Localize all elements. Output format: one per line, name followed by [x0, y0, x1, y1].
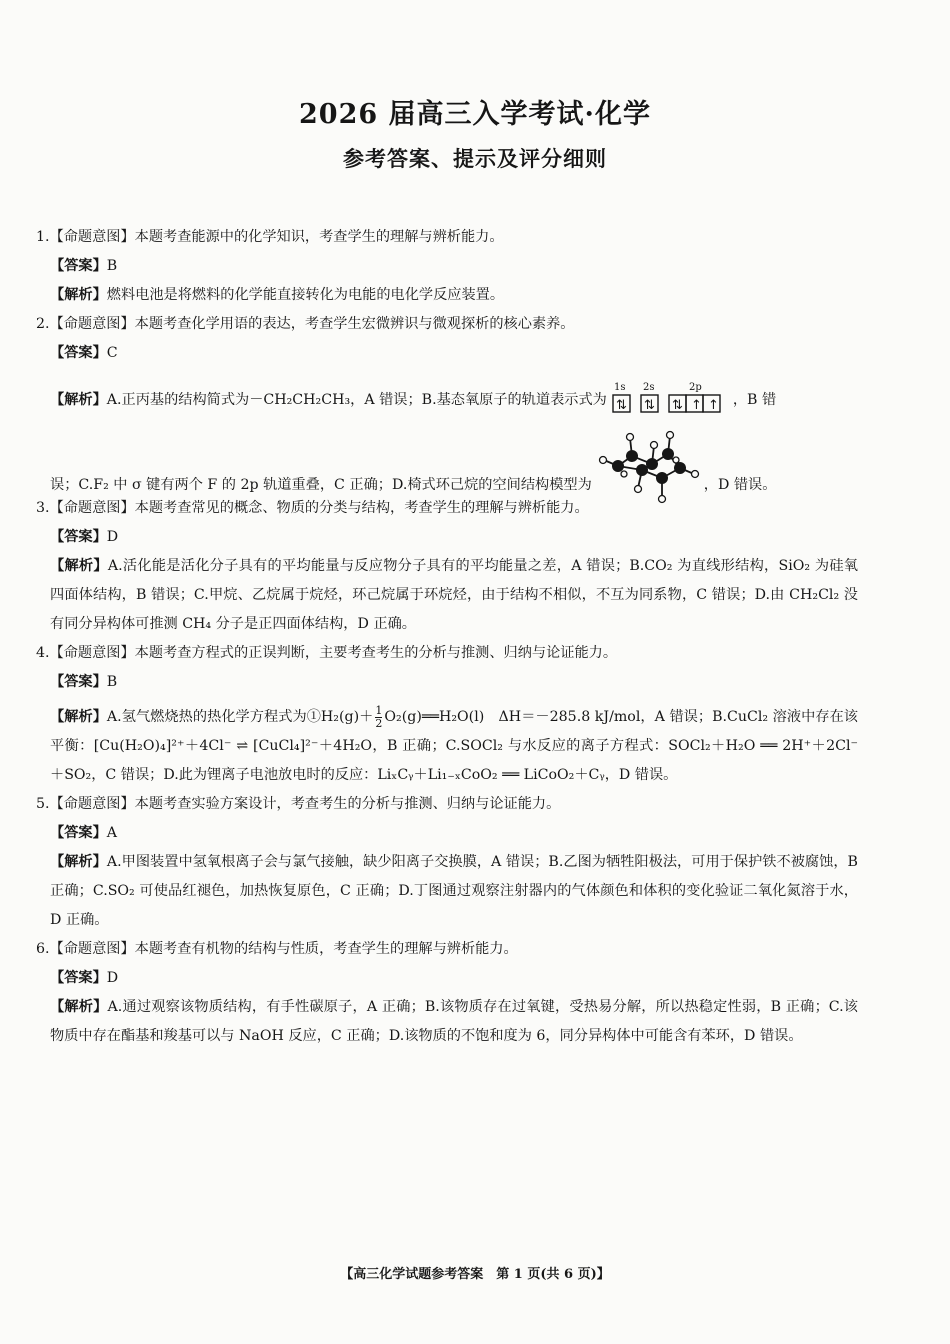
question-4-answer [50, 668, 858, 697]
explanation-text: A.通过观察该物质结构，有手性碳原子，A 正确；B.该物质存在过氧键，受热易分解，所以热稳定性弱，B 正确；C.该物质中存在酯基和羧基可以与 NaOH 反应，C 正确；D.该物质的不饱和度为 6，同分异构体中可能含有苯环，D 错误。 [50, 999, 858, 1044]
question-6-answer [50, 964, 858, 993]
question-2-explanation-cont [50, 464, 858, 506]
question-5-explanation [50, 848, 858, 935]
explanation-tag: 【解析】 [50, 854, 107, 870]
question-5-answer [50, 819, 858, 848]
answer-tag: 【答案】 [50, 970, 107, 986]
answer-value: D [106, 529, 119, 545]
question-1-explanation [50, 281, 858, 310]
answer-value: D [106, 970, 119, 986]
svg-text:⇅: ⇅ [671, 398, 683, 413]
question-1-answer [50, 252, 858, 281]
question-4-explanation [50, 703, 858, 790]
page-footer: 【高三化学试题参考答案 第 1 页(共 6 页)】 [340, 1267, 610, 1282]
question-5-intent: 5.【命题意图】本题考查实验方案设计，考查考生的分析与推测、归纳与论证能力。 [36, 796, 561, 812]
explanation-text-2: O₂(g)══H₂O(l) ΔH＝－285.8 kJ/mol，A 错误；B.CuCl₂ 溶液中存在该平衡：[Cu(H₂O)₄]²⁺＋4Cl⁻ ⇌ [CuCl₄]²⁻＋4H₂O，B 正确；C.SOCl₂ 与水反应的离子方程式：SOCl₂＋H₂O ══ 2H⁺＋2Cl⁻＋SO₂，C 错误；D.此为锂离子电池放电时的反应：LiₓCᵧ＋Li₁₋ₓCoO₂ ══ LiCoO₂＋Cᵧ，D 错误。 [50, 709, 858, 783]
question-6-intent: 6.【命题意图】本题考查有机物的结构与性质，考查学生的理解与辨析能力。 [36, 941, 518, 957]
svg-text:⇅: ⇅ [643, 398, 655, 413]
chair-cyclohexane-model-icon [596, 426, 700, 506]
question-3-intent: 3.【命题意图】本题考查常见的概念、物质的分类与结构，考查学生的理解与辨析能力。 [36, 500, 589, 516]
orbital-label-2p: 2p [688, 382, 702, 393]
explanation-text-1: A.正丙基的结构简式为－CH₂CH₂CH₃，A 错误；B.基态氧原子的轨道表示式为 [106, 392, 607, 408]
fraction-denominator: 2 [375, 716, 383, 730]
explanation-tag: 【解析】 [50, 392, 107, 408]
answer-tag: 【答案】 [50, 345, 107, 361]
explanation-tag: 【解析】 [50, 709, 107, 725]
orbital-diagram-icon [611, 380, 729, 420]
explanation-tag: 【解析】 [50, 999, 108, 1015]
question-3-explanation [50, 552, 858, 639]
svg-text:↑: ↑ [690, 398, 702, 413]
answer-content [36, 223, 858, 1051]
page-subtitle: 参考答案、提示及评分细则 [343, 146, 607, 171]
question-2-answer [50, 339, 858, 368]
explanation-text: A.活化能是活化分子具有的平均能量与反应物分子具有的平均能量之差，A 错误；B.CO₂ 为直线形结构，SiO₂ 为硅氧四面体结构，B 错误；C.甲烷、乙烷属于烷烃，环己烷属于环烷烃，由于结构不相似，不互为同系物，C 错误；D.由 CH₂Cl₂ 没有同分异构体可推测 CH₄ 分子是正四面体结构，D 正确。 [50, 558, 858, 632]
explanation-text: 燃料电池是将燃料的化学能直接转化为电能的电化学反应装置。 [106, 287, 505, 303]
orbital-label-1s: 1s [613, 382, 626, 393]
answer-tag: 【答案】 [50, 825, 107, 841]
page-title: 2026 届高三入学考试·化学 [299, 99, 651, 130]
question-6-explanation [50, 993, 858, 1051]
explanation-tag: 【解析】 [50, 287, 107, 303]
svg-text:↑: ↑ [707, 398, 719, 413]
orbital-label-2s: 2s [642, 382, 655, 393]
question-2-explanation [50, 380, 858, 420]
explanation-text-3: 误；C.F₂ 中 σ 键有两个 F 的 2p 轨道重叠，C 正确；D.椅式环己烷的空间结构模型为 [50, 477, 592, 493]
answer-value: B [106, 258, 118, 274]
question-2-intent: 2.【命题意图】本题考查化学用语的表达，考查学生宏微辨识与微观探析的核心素养。 [36, 316, 575, 332]
fraction-numerator: 1 [375, 703, 383, 717]
explanation-tag: 【解析】 [50, 558, 108, 574]
answer-value: A [106, 825, 118, 841]
fraction-one-half [375, 705, 382, 730]
explanation-text-2: ，B 错 [732, 392, 777, 408]
explanation-text-4: ，D 错误。 [703, 477, 777, 493]
explanation-text-1: A.氢气燃烧热的热化学方程式为①H₂(g)＋ [106, 709, 374, 725]
answer-value: B [106, 674, 118, 690]
answer-tag: 【答案】 [50, 258, 107, 274]
svg-text:⇅: ⇅ [615, 398, 627, 413]
question-3-answer [50, 523, 858, 552]
question-4-intent: 4.【命题意图】本题考查方程式的正误判断，主要考查考生的分析与推测、归纳与论证能力。 [36, 645, 618, 661]
answer-tag: 【答案】 [50, 674, 107, 690]
question-1-intent: 1.【命题意图】本题考查能源中的化学知识，考查学生的理解与辨析能力。 [36, 229, 504, 245]
answer-tag: 【答案】 [50, 529, 107, 545]
explanation-text: A.甲图装置中氢氧根离子会与氯气接触，缺少阳离子交换膜，A 错误；B.乙图为牺牲阳极法，可用于保护铁不被腐蚀，B 正确；C.SO₂ 可使品红褪色，加热恢复原色，C 正确；D.丁图通过观察注射器内的气体颜色和体积的变化验证二氧化氮溶于水，D 正确。 [50, 854, 858, 928]
answer-value: C [106, 345, 118, 361]
